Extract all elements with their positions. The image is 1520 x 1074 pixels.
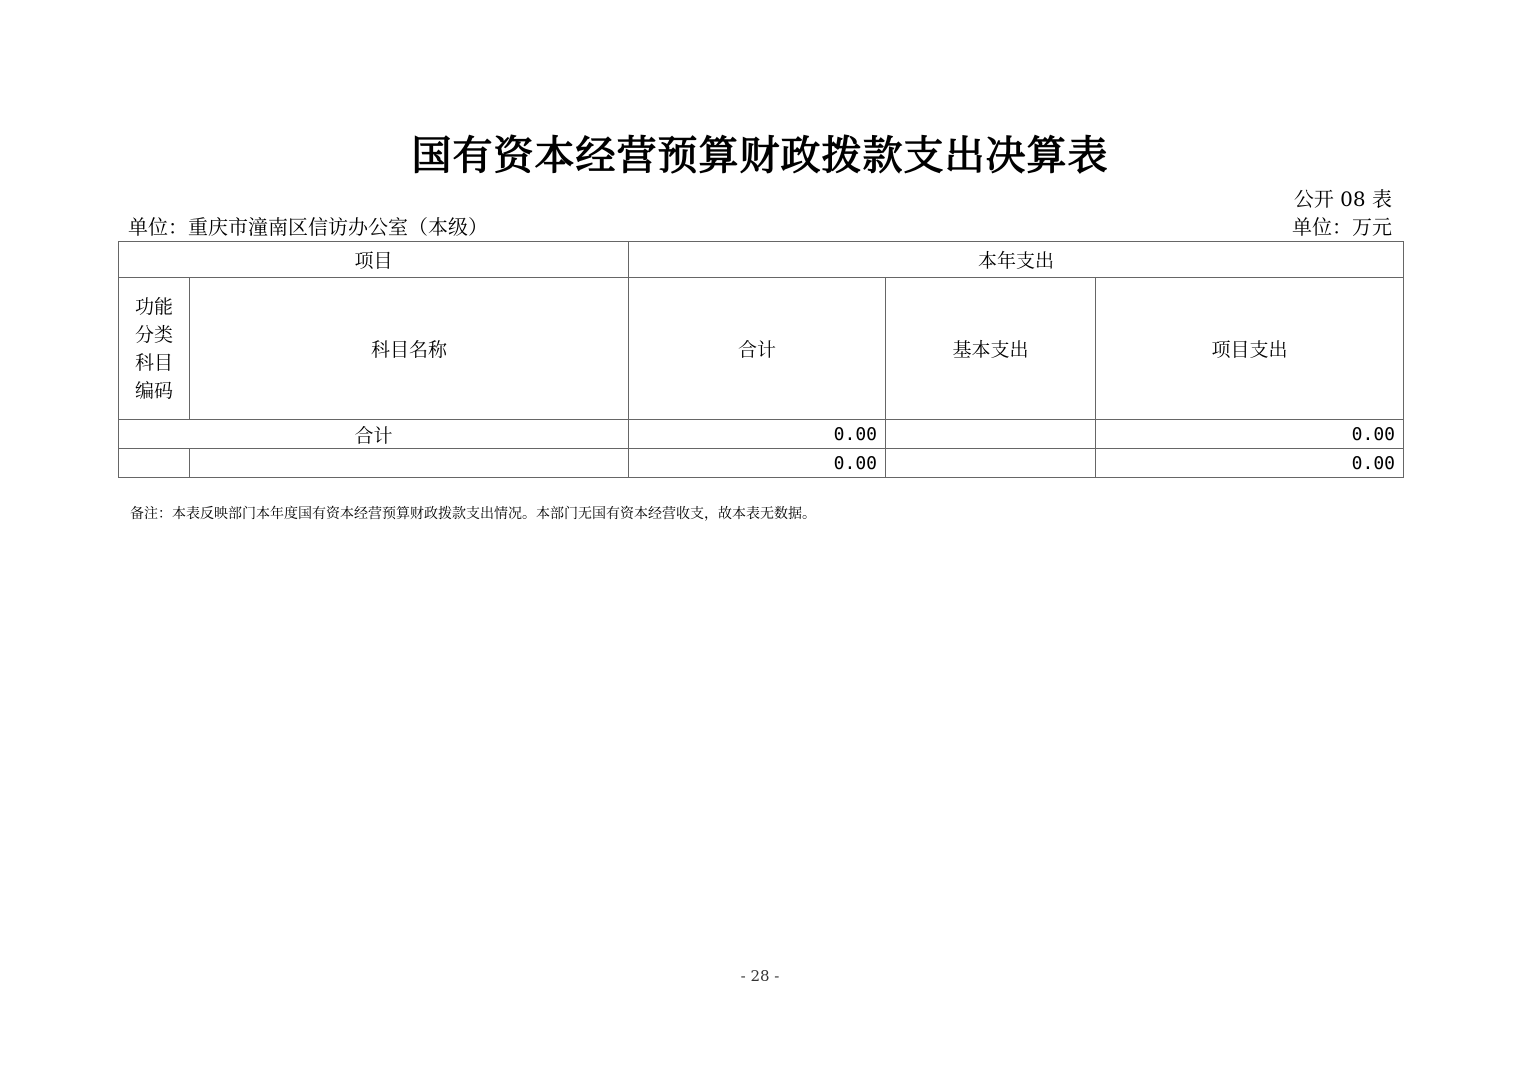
header-subject-name: 科目名称 [190,278,629,420]
row-total: 0.00 [629,449,886,478]
table-row [119,449,1404,478]
row-project: 0.00 [1096,449,1404,478]
header-code-line-2: 分类 [134,323,173,346]
header-project: 项目 [119,242,629,278]
header-code-line-3: 科目 [134,351,173,374]
header-project-expense: 项目支出 [1096,278,1404,420]
page-title: 国有资本经营预算财政拨款支出决算表 [411,132,1109,179]
header-basic-expense: 基本支出 [886,278,1096,420]
total-row-total: 0.00 [629,420,886,449]
page-number: - 28 - [740,967,780,985]
header-row-2 [119,278,1404,420]
table-note: 备注：本表反映部门本年度国有资本经营预算财政拨款支出情况。本部门无国有资本经营收支，故本表无数据。 [130,506,816,522]
header-code-line-1: 功能 [134,295,173,318]
header-code-line-4: 编码 [134,379,173,402]
header-row-1 [119,242,1404,278]
total-row-label: 合计 [119,420,629,449]
table-number: 公开 08 表 [1293,187,1392,211]
budget-table [118,241,1404,478]
row-basic [886,449,1096,478]
total-row [119,420,1404,449]
unit-currency: 单位：万元 [1292,215,1392,239]
header-current-year: 本年支出 [629,242,1404,278]
header-function-code [119,278,190,420]
row-code [119,449,190,478]
unit-organization: 单位：重庆市潼南区信访办公室（本级） [128,215,488,239]
total-row-project: 0.00 [1096,420,1404,449]
header-total: 合计 [629,278,886,420]
total-row-basic [886,420,1096,449]
row-name [190,449,629,478]
